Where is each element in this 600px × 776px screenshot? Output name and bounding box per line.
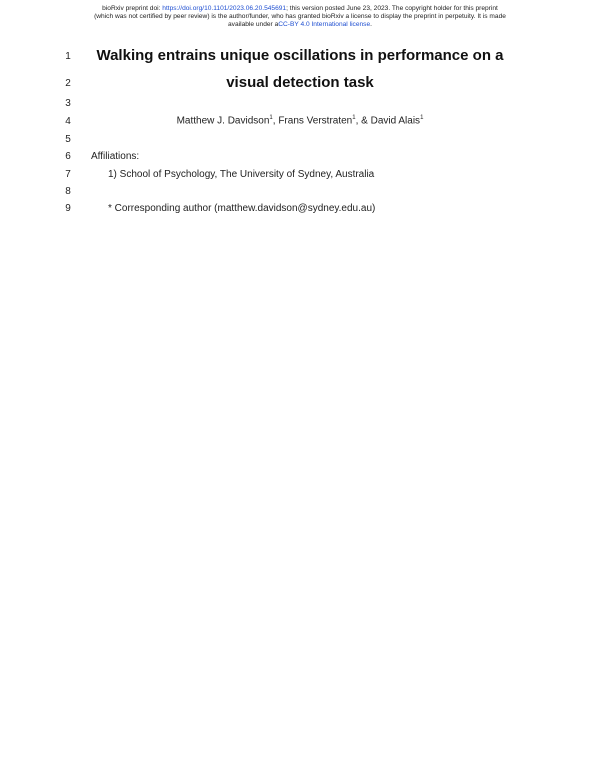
- header-line-1: [0, 5, 600, 13]
- header-text: available under a: [228, 21, 279, 28]
- author-separator: ,: [272, 115, 279, 127]
- line-number-3: 3: [65, 98, 71, 109]
- line-number-5: 5: [65, 134, 71, 145]
- affiliation-item: 1) School of Psychology, The University of Sydney, Australia: [108, 169, 375, 180]
- preprint-header: [0, 5, 600, 29]
- paper-title-line-1: Walking entrains unique oscillations in performance on a: [96, 47, 504, 64]
- author-name: Frans Verstraten: [278, 115, 353, 127]
- header-line-2: (which was not certified by peer review) is the author/funder, who has granted bioRxiv a license to display the preprint in perpetuity. It is made: [94, 13, 506, 20]
- line-number-2: 2: [65, 78, 71, 89]
- header-text: bioRxiv preprint doi:: [102, 5, 163, 12]
- doi-link[interactable]: https://doi.org/10.1101/2023.06.20.545691: [162, 5, 287, 12]
- line-number-9: 9: [65, 203, 71, 214]
- author-separator: , &: [355, 115, 371, 127]
- paper-title-line-2: visual detection task: [226, 74, 374, 91]
- header-line-3: [0, 21, 600, 29]
- line-number-4: 4: [65, 116, 71, 127]
- author-affiliation-mark: 1: [269, 115, 273, 121]
- header-text: ; this version posted June 23, 2023. The copyright holder for this preprint: [286, 5, 498, 12]
- author-list: [0, 115, 600, 126]
- corresponding-author: * Corresponding author (matthew.davidson@sydney.edu.au): [108, 203, 376, 214]
- author-name: Matthew J. Davidson: [176, 115, 270, 127]
- author-affiliation-mark: 1: [352, 115, 356, 121]
- line-number-1: 1: [65, 51, 71, 62]
- author-affiliation-mark: 1: [420, 115, 424, 121]
- line-number-7: 7: [65, 169, 71, 180]
- header-text: .: [370, 21, 372, 28]
- line-number-6: 6: [65, 151, 71, 162]
- line-number-8: 8: [65, 186, 71, 197]
- license-link[interactable]: CC-BY 4.0 International license: [278, 21, 371, 28]
- author-name: David Alais: [370, 115, 421, 127]
- affiliations-label: Affiliations:: [91, 151, 140, 162]
